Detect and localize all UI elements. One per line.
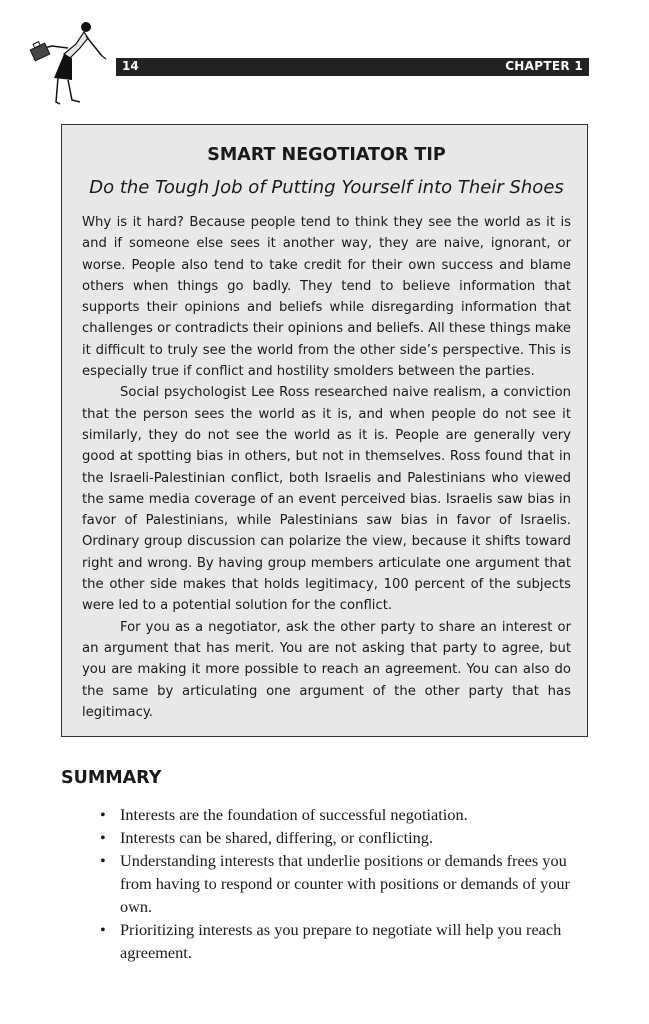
businesswoman-illustration bbox=[28, 18, 108, 108]
tip-paragraph-1: Why is it hard? Because people tend to think they see the world as it is and if someone else sees it another way, they are naive, ignorant, or worse. People also tend to take credit for their own success and blame others when things go badly. They tend to believe information that supports their opinions and beliefs while disregarding information that challenges or contradicts their opinions and beliefs. All these things make it difficult to truly see the world from the other side’s perspective. This is especially true if conflict and hostility smolders between the parties. bbox=[82, 215, 571, 380]
tip-paragraph-2: Social psychologist Lee Ross researched naive realism, a conviction that the person sees the world as it is, and when people do not see it similarly, they do not see the world as it is. People are generally very good at spotting bias in others, but not in themselves. Ross found that in the Israeli-Palestinian conflict, both Israelis and Palestinians who viewed the same media coverage of an event perceived bias. Israelis saw bias in favor of Palestinians, while Palestinians saw bias in favor of Israelis. Ordinary group discussion can polarize the view, because it shifts toward right and wrong. By having group members articulate one argument that the other side makes that holds legitimacy, 100 percent of the subjects were led to a potential solution for the conflict. bbox=[82, 385, 571, 614]
smart-negotiator-tip-box bbox=[61, 124, 588, 737]
summary-item-text: Interests can be shared, differing, or conflicting. bbox=[120, 828, 434, 847]
bullet-icon: • bbox=[100, 805, 106, 824]
bullet-icon: • bbox=[100, 851, 106, 870]
bullet-icon: • bbox=[100, 828, 106, 847]
summary-item bbox=[100, 826, 592, 849]
chapter-label: CHAPTER 1 bbox=[505, 59, 583, 73]
summary-list bbox=[100, 803, 592, 964]
summary-item bbox=[100, 849, 592, 918]
tip-subtitle: Do the Tough Job of Putting Yourself into Their Shoes bbox=[89, 177, 564, 198]
tip-paragraph-3: For you as a negotiator, ask the other party to share an interest or an argument that has merit. You are not asking that party to agree, but you are making it more possible to reach an agreement. You can also do the same by articulating one argument of the other party that has legitimacy. bbox=[82, 619, 571, 720]
summary-item bbox=[100, 918, 592, 964]
summary-item-text: Understanding interests that underlie positions or demands frees you from having to respond or counter with positions or demands of your own. bbox=[120, 851, 570, 916]
summary-heading: SUMMARY bbox=[61, 768, 162, 788]
tip-title: SMART NEGOTIATOR TIP bbox=[207, 145, 446, 165]
running-header bbox=[116, 58, 589, 76]
bullet-icon: • bbox=[100, 920, 106, 939]
summary-item-text: Interests are the foundation of successful negotiation. bbox=[120, 805, 468, 824]
page-number: 14 bbox=[122, 59, 139, 73]
summary-item bbox=[100, 803, 592, 826]
summary-item-text: Prioritizing interests as you prepare to negotiate will help you reach agreement. bbox=[120, 920, 562, 962]
